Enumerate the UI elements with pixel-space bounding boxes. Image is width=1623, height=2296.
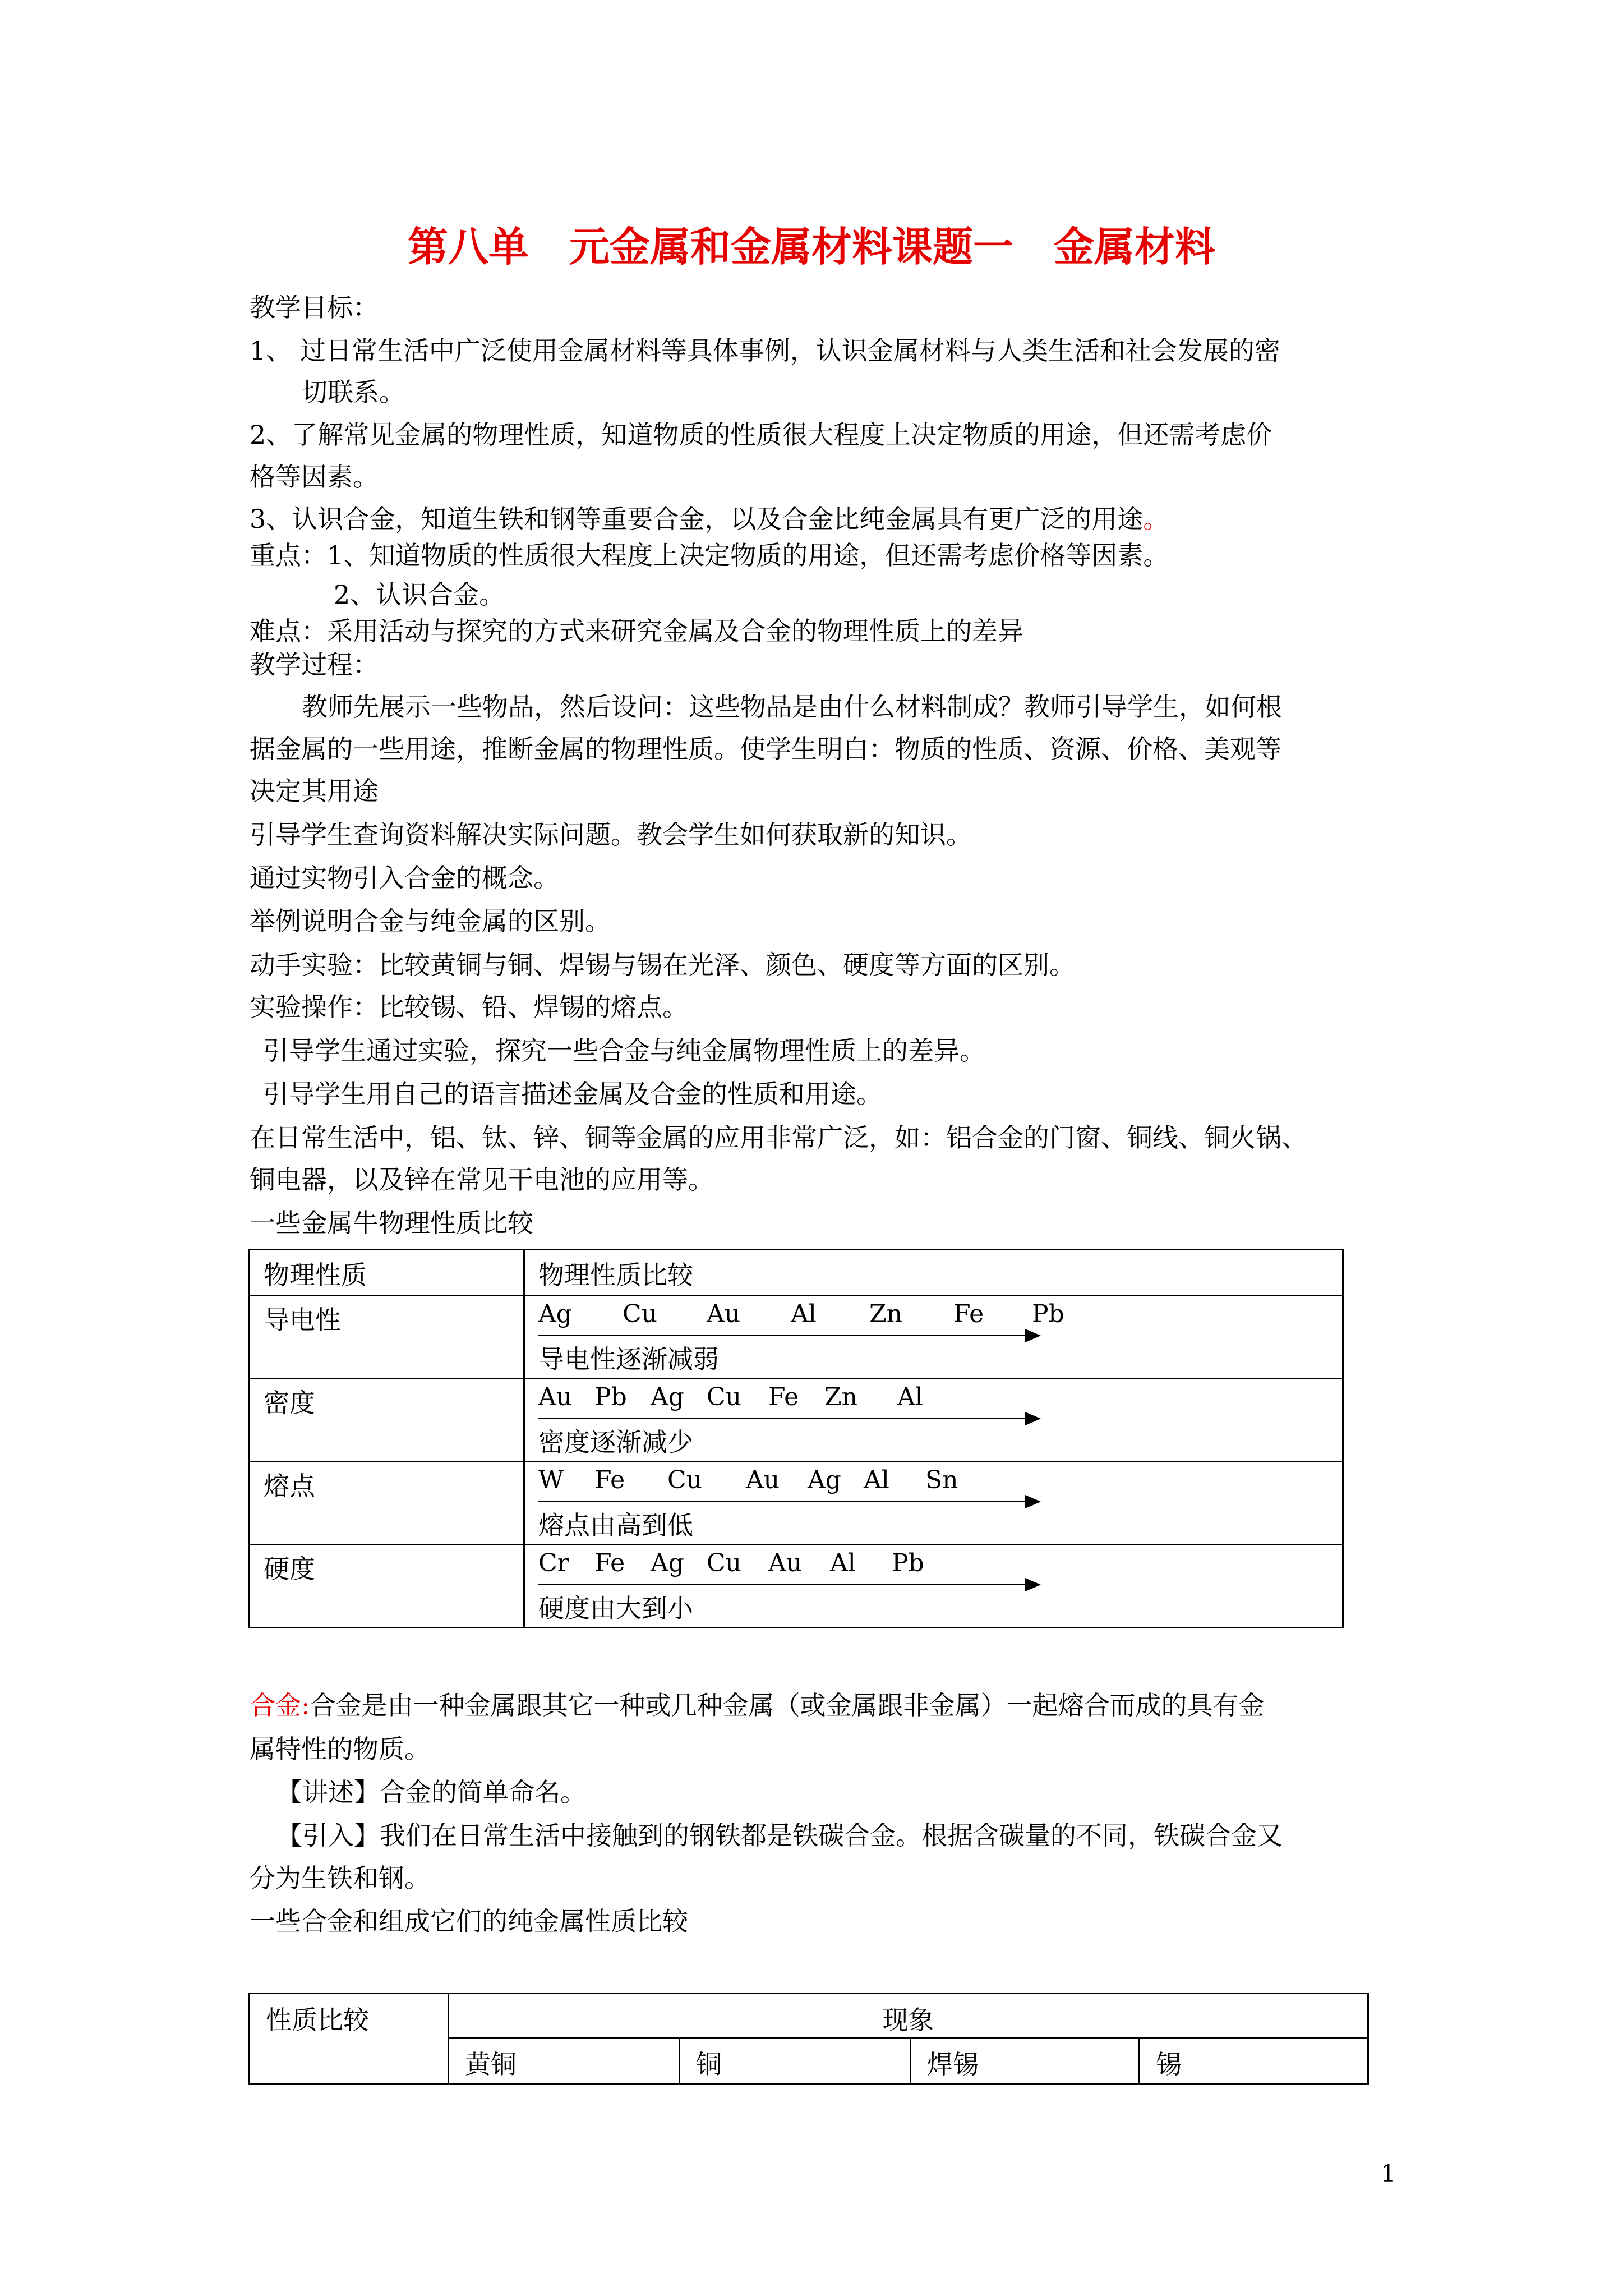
property-cell: 导电性	[250, 1296, 524, 1379]
metal-symbol: Au	[707, 1300, 741, 1328]
metal-symbol: Pb	[1032, 1300, 1064, 1328]
property-cell: 熔点	[250, 1462, 524, 1545]
metal-symbol: Au	[746, 1466, 780, 1494]
text-line: 教学过程：	[250, 650, 379, 680]
metal-sequence	[538, 1466, 1342, 1501]
text-line: 动手实验：比较黄铜与铜、焊锡与锡在光泽、颜色、硬度等方面的区别。	[250, 950, 1075, 980]
metal-symbol: Fe	[768, 1383, 799, 1411]
comparison-cell	[524, 1379, 1343, 1462]
intro-text-2: 分为生铁和钢。	[250, 1863, 430, 1893]
page-title: 第八单 元金属和金属材料课题一 金属材料	[407, 223, 1215, 270]
metal-symbol: W	[538, 1466, 564, 1494]
arrow-line	[538, 1584, 1032, 1585]
trend-description: 导电性逐渐减弱	[538, 1344, 719, 1374]
metal-symbol: Al	[830, 1549, 856, 1577]
text-line: 引导学生用自己的语言描述金属及合金的性质和用途。	[263, 1079, 882, 1109]
text-line: 举例说明合金与纯金属的区别。	[250, 906, 611, 936]
metal-symbol: Sn	[925, 1466, 958, 1494]
comparison-cell	[524, 1296, 1343, 1379]
table-row	[250, 1545, 1343, 1628]
arrow-line	[538, 1501, 1032, 1502]
metal-symbol: Pb	[594, 1383, 627, 1411]
table-row	[250, 1379, 1343, 1462]
alloy-text-2: 属特性的物质。	[250, 1734, 430, 1764]
text-line: 据金属的一些用途，推断金属的物理性质。使学生明白：物质的性质、资源、价格、美观等	[250, 734, 1281, 764]
arrow-head-icon	[1025, 1495, 1041, 1508]
trend-description: 密度逐渐减少	[538, 1427, 693, 1457]
arrow-line	[538, 1418, 1032, 1419]
text-line: 一些金属牛物理性质比较	[250, 1208, 533, 1238]
arrow-line	[538, 1335, 1032, 1336]
text-line: 实验操作：比较锡、铅、焊锡的熔点。	[250, 992, 688, 1022]
metal-symbol: Fe	[594, 1549, 625, 1577]
col-solder: 焊锡	[911, 2038, 1140, 2084]
metal-symbol: Al	[791, 1300, 817, 1328]
arrow-head-icon	[1025, 1329, 1041, 1342]
text-line: 教师先展示一些物品，然后设问：这些物品是由什么材料制成？教师引导学生，如何根	[302, 692, 1282, 722]
metal-symbol: Cr	[538, 1549, 569, 1577]
page-number: 1	[1381, 2160, 1396, 2187]
metal-symbol: Al	[897, 1383, 923, 1411]
text-line: 切联系。	[302, 377, 405, 407]
text-line: 引导学生查询资料解决实际问题。教会学生如何获取新的知识。	[250, 820, 972, 850]
property-cell: 硬度	[250, 1545, 524, 1628]
text-line: 教学目标：	[250, 292, 379, 323]
table-row	[250, 1296, 1343, 1379]
text-line: 引导学生通过实验，探究一些合金与纯金属物理性质上的差异。	[263, 1036, 985, 1066]
metal-symbol: Ag	[651, 1383, 684, 1411]
text-line: 在日常生活中，铝、钛、锌、铜等金属的应用非常广泛，如：铝合金的门窗、铜线、铜火锅、	[250, 1122, 1307, 1153]
trend-description: 硬度由大到小	[538, 1593, 693, 1623]
arrow-head-icon	[1025, 1412, 1041, 1425]
text-line: 难点：采用活动与探究的方式来研究金属及合金的物理性质上的差异	[250, 616, 1023, 646]
metal-symbol: Al	[864, 1466, 889, 1494]
table-header-property: 物理性质	[250, 1250, 524, 1296]
text-line: 3、认识合金，知道生铁和钢等重要合金，以及合金比纯金属具有更广泛的用途。	[250, 504, 1169, 534]
arrow-head-icon	[1025, 1578, 1041, 1591]
metal-symbol: Zn	[869, 1300, 902, 1328]
trend-description: 熔点由高到低	[538, 1510, 693, 1540]
alloy-table-caption: 一些合金和组成它们的纯金属性质比较	[250, 1906, 688, 1936]
text-line: 2、认识合金。	[334, 579, 505, 610]
property-cell: 密度	[250, 1379, 524, 1462]
metal-symbol: Cu	[707, 1549, 742, 1577]
alloy-label: 合金:	[250, 1690, 310, 1720]
table-header-comparison: 物理性质比较	[524, 1250, 1343, 1296]
comparison-cell	[524, 1462, 1343, 1545]
metal-symbol: Ag	[808, 1466, 841, 1494]
metal-symbol: Pb	[892, 1549, 924, 1577]
text-line: 通过实物引入合金的概念。	[250, 863, 559, 893]
col-tin: 锡	[1140, 2038, 1368, 2084]
metal-symbol: Zn	[824, 1383, 857, 1411]
metal-symbol: Ag	[538, 1300, 572, 1328]
text-line: 决定其用途	[250, 776, 379, 806]
metal-symbol: Fe	[953, 1300, 984, 1328]
comparison-cell	[524, 1545, 1343, 1628]
text-line: 重点：1、知道物质的性质很大程度上决定物质的用途，但还需考虑价格等因素。	[250, 540, 1169, 570]
col-copper: 铜	[680, 2038, 911, 2084]
metal-sequence	[538, 1549, 1342, 1584]
metal-symbol: Ag	[651, 1549, 684, 1577]
text-line: 格等因素。	[250, 462, 379, 492]
intro-text-1: 【引入】我们在日常生活中接触到的钢铁都是铁碳合金。根据含碳量的不同，铁碳合金又	[276, 1820, 1283, 1851]
explain-text: 【讲述】合金的简单命名。	[276, 1777, 586, 1807]
metal-symbol: Cu	[667, 1466, 703, 1494]
metal-symbol: Au	[538, 1383, 573, 1411]
phenomenon-header: 现象	[449, 1994, 1368, 2038]
alloy-definition	[250, 1688, 1265, 1722]
metal-symbol: Fe	[594, 1466, 625, 1494]
text-line: 2、了解常见金属的物理性质，知道物质的性质很大程度上决定物质的用途，但还需考虑价	[250, 420, 1272, 450]
table-row	[250, 1462, 1343, 1545]
alloy-text-1: 合金是由一种金属跟其它一种或几种金属（或金属跟非金属）一起熔合而成的具有金	[310, 1690, 1265, 1720]
property-compare-cell: 性质比较	[250, 1994, 449, 2084]
text-line: 铜电器，以及锌在常见干电池的应用等。	[250, 1165, 714, 1195]
alloy-comparison-table	[248, 1993, 1369, 2085]
metal-properties-table	[248, 1249, 1344, 1628]
metal-sequence	[538, 1383, 1342, 1418]
text-line: 1、 过日常生活中广泛使用金属材料等具体事例，认识金属材料与人类生活和社会发展的密	[250, 335, 1280, 366]
metal-symbol: Au	[768, 1549, 803, 1577]
metal-symbol: Cu	[623, 1300, 658, 1328]
metal-symbol: Cu	[707, 1383, 742, 1411]
col-brass: 黄铜	[449, 2038, 680, 2084]
metal-sequence	[538, 1300, 1342, 1335]
red-period: 。	[1143, 504, 1169, 534]
